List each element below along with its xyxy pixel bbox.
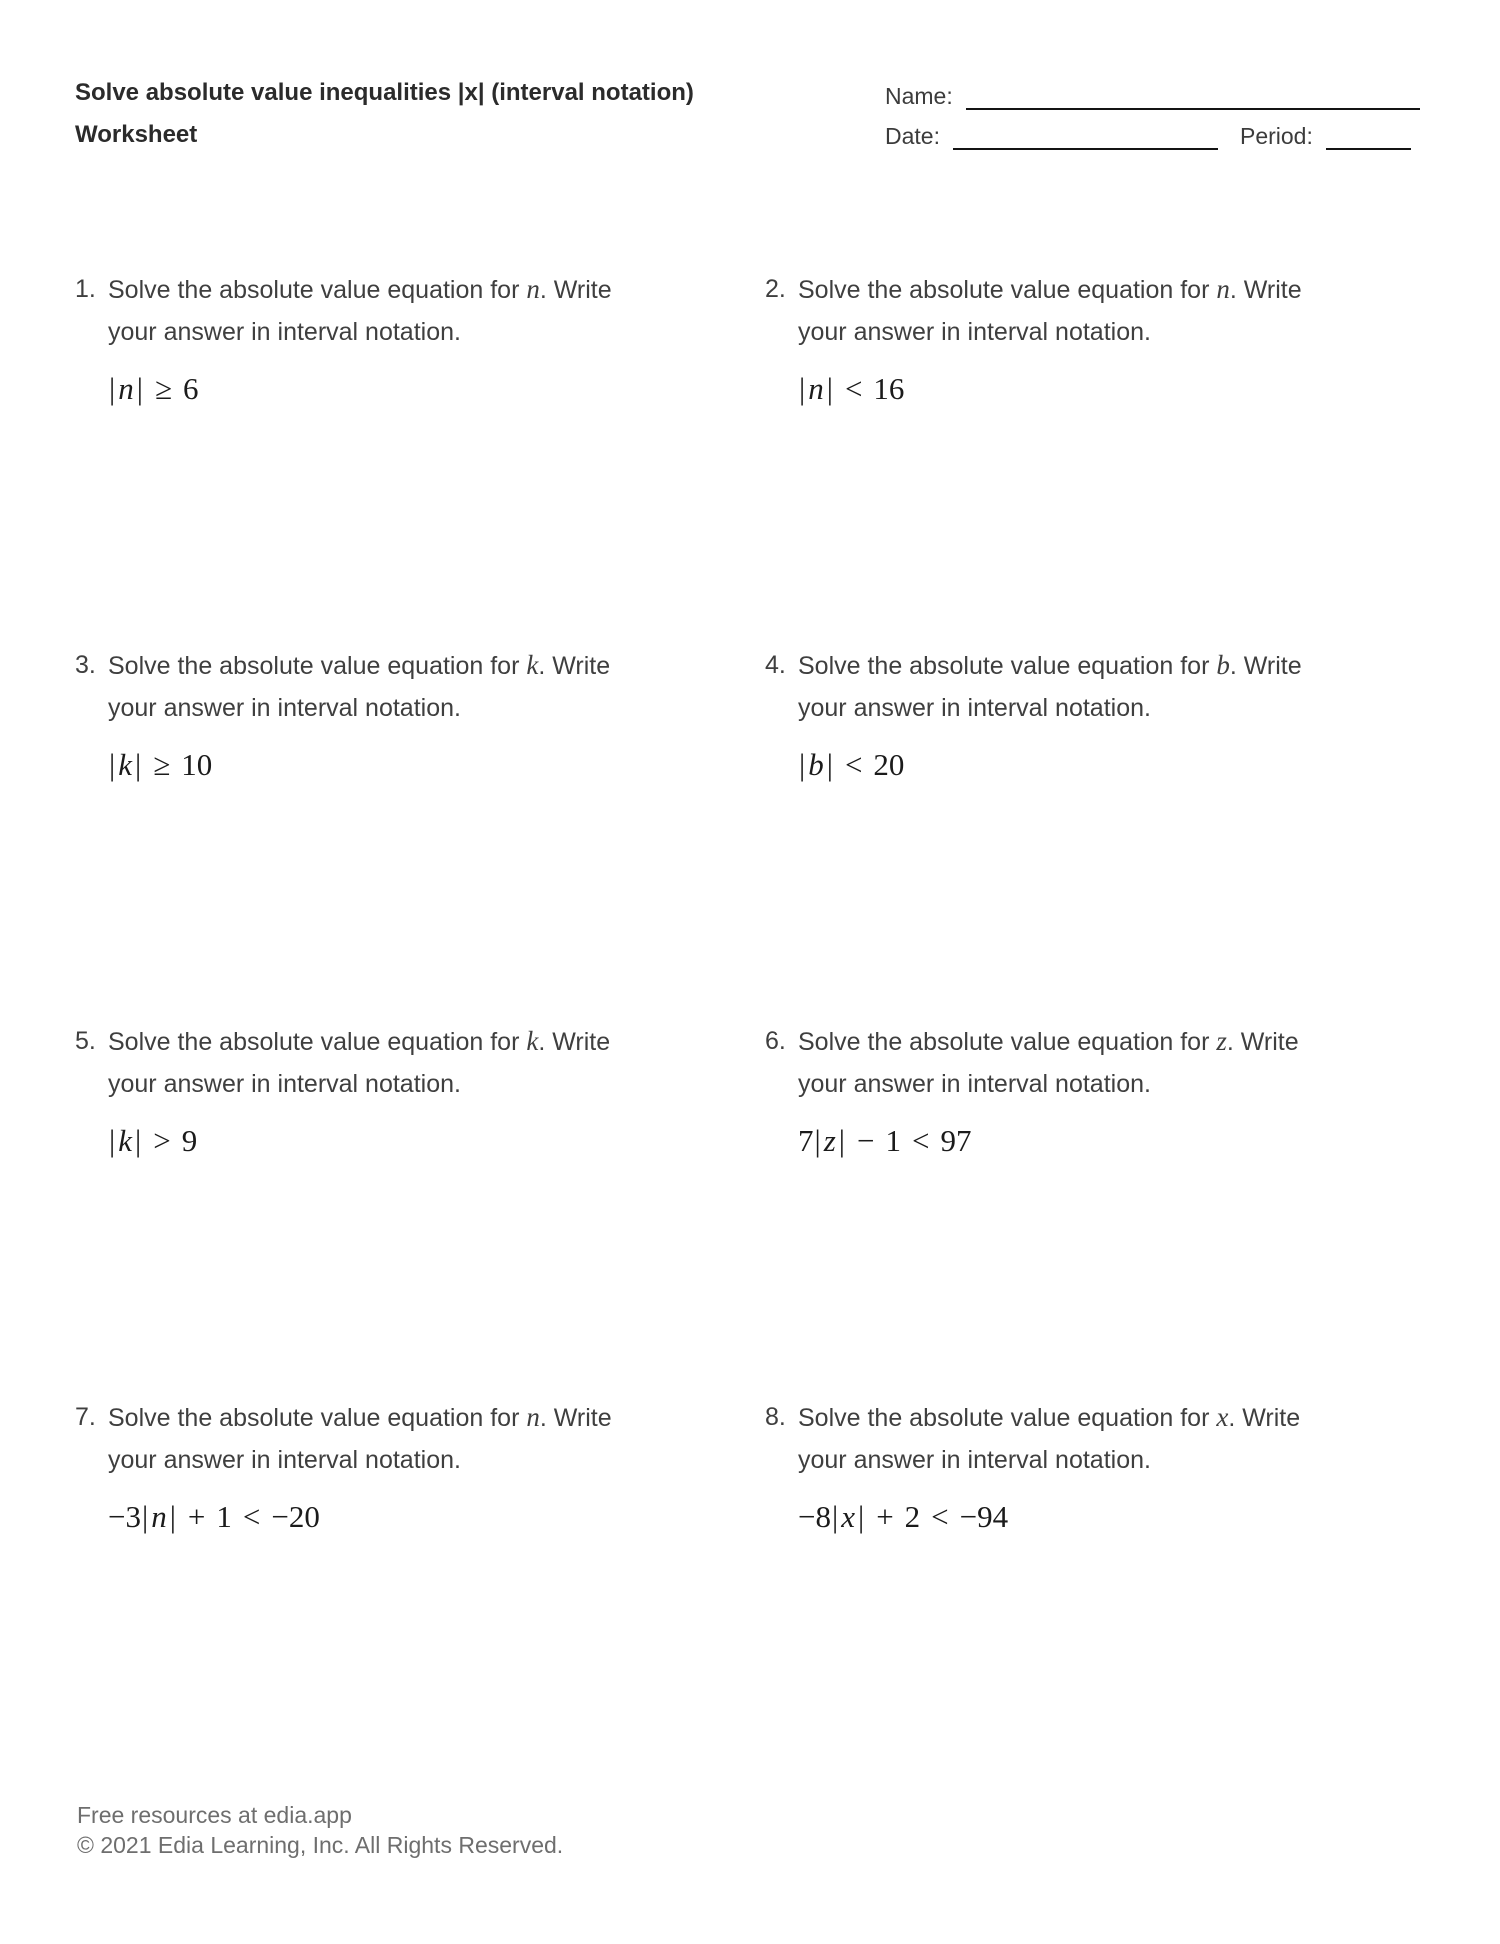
problem-7 (75, 1396, 635, 1772)
problem-text-line2: your answer in interval notation. (798, 318, 1151, 346)
student-fields (885, 78, 1420, 150)
problem-text: . Write (538, 652, 611, 680)
date-label: Date: (885, 123, 940, 149)
problem-number: 8. (765, 1403, 786, 1431)
problem-text: Solve the absolute value equation for (798, 652, 1217, 680)
problem-text: Solve the absolute value equation for (798, 1404, 1217, 1432)
problem-5 (75, 1020, 635, 1396)
problem-variable: k (526, 1026, 539, 1056)
problem-text: Solve the absolute value equation for (108, 652, 527, 680)
problem-text-line1 (798, 1020, 1325, 1063)
problem-text: . Write (538, 1028, 611, 1056)
equation: 7|z| − 1 < 97 (798, 1123, 972, 1158)
problem-text-line1 (798, 1396, 1325, 1439)
equation: |n| < 16 (799, 371, 905, 406)
problem-text: . Write (1229, 276, 1302, 304)
problem-4 (765, 644, 1325, 1020)
problem-variable: n (526, 1402, 540, 1432)
date-period-field-row (885, 118, 1420, 150)
title-line-2: Worksheet (75, 121, 198, 148)
problem-number: 4. (765, 651, 786, 679)
name-label: Name: (885, 83, 953, 109)
problem-variable: b (1216, 650, 1230, 680)
problem-text: . Write (1228, 1404, 1301, 1432)
problem-text-line2: your answer in interval notation. (108, 694, 461, 722)
problem-text-line1 (108, 268, 635, 311)
problem-text-line1 (108, 644, 635, 687)
problem-text-line2: your answer in interval notation. (108, 1446, 461, 1474)
problem-text-line2: your answer in interval notation. (798, 694, 1151, 722)
date-field-line[interactable] (953, 126, 1218, 150)
name-field-line[interactable] (966, 86, 1420, 110)
problem-text-line2: your answer in interval notation. (108, 1070, 461, 1098)
page-footer (77, 1800, 563, 1860)
problem-text: . Write (1226, 1028, 1299, 1056)
problem-text: Solve the absolute value equation for (108, 276, 527, 304)
problem-text: Solve the absolute value equation for (798, 276, 1217, 304)
problem-text: . Write (539, 1404, 612, 1432)
problem-text-line1 (108, 1020, 635, 1063)
problem-text-line2: your answer in interval notation. (108, 318, 461, 346)
title-line-1: Solve absolute value inequalities |x| (interval notation) (75, 79, 694, 106)
problem-variable: n (526, 274, 540, 304)
problem-8 (765, 1396, 1325, 1772)
problem-text-line1 (798, 268, 1325, 311)
problem-number: 2. (765, 275, 786, 303)
problem-text: . Write (1229, 652, 1302, 680)
name-field-row (885, 78, 1420, 110)
equation: |n| ≥ 6 (109, 371, 199, 406)
problem-number: 1. (75, 275, 96, 303)
problem-3 (75, 644, 635, 1020)
problem-text-line2: your answer in interval notation. (798, 1446, 1151, 1474)
problem-text-line1 (798, 644, 1325, 687)
equation: −8|x| + 2 < −94 (798, 1499, 1009, 1534)
problem-variable: k (526, 650, 539, 680)
problem-6 (765, 1020, 1325, 1396)
period-field-line[interactable] (1326, 126, 1411, 150)
problem-text: Solve the absolute value equation for (798, 1028, 1217, 1056)
problem-variable: n (1216, 274, 1230, 304)
problem-2 (765, 268, 1325, 644)
footer-copyright-text: © 2021 Edia Learning, Inc. All Rights Reserved. (77, 1832, 564, 1858)
equation: |b| < 20 (799, 747, 905, 782)
problem-variable: x (1216, 1402, 1229, 1432)
page-title (75, 72, 694, 156)
problems-grid (75, 268, 1325, 1772)
equation: −3|n| + 1 < −20 (108, 1499, 320, 1534)
problem-text: Solve the absolute value equation for (108, 1404, 527, 1432)
problem-text: . Write (539, 276, 612, 304)
problem-text-line2: your answer in interval notation. (798, 1070, 1151, 1098)
problem-number: 6. (765, 1027, 786, 1055)
problem-text-line1 (108, 1396, 635, 1439)
problem-text: Solve the absolute value equation for (108, 1028, 527, 1056)
problem-number: 7. (75, 1403, 96, 1431)
problem-variable: z (1216, 1026, 1227, 1056)
problem-number: 3. (75, 651, 96, 679)
problem-1 (75, 268, 635, 644)
period-label: Period: (1239, 123, 1313, 149)
equation: |k| ≥ 10 (109, 747, 213, 782)
equation: |k| > 9 (109, 1123, 198, 1158)
footer-resources-text: Free resources at edia.app (77, 1802, 352, 1828)
problem-number: 5. (75, 1027, 96, 1055)
